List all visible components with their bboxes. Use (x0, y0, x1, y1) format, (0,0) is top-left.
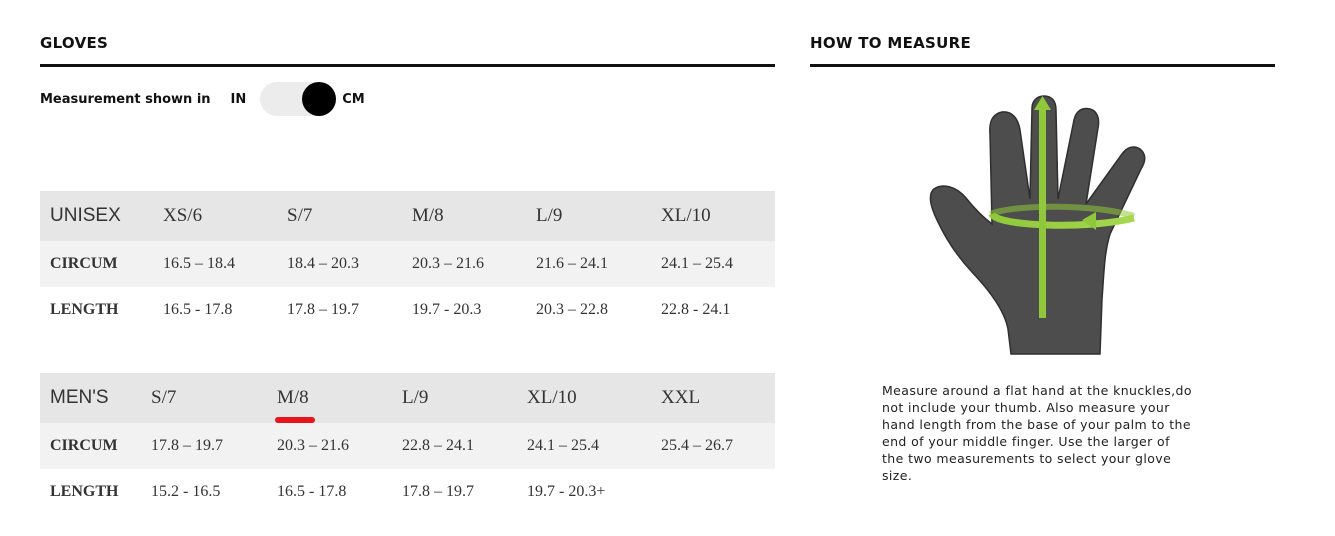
mens-header-cell: L/9 (392, 373, 517, 423)
unisex-header-cell: L/9 (526, 191, 651, 241)
highlighted-size-label: M/8 (277, 387, 309, 408)
row-label: LENGTH (40, 287, 153, 333)
table-cell: 22.8 - 24.1 (651, 287, 775, 333)
unisex-header-row (40, 191, 775, 241)
mens-length-row (40, 469, 775, 515)
table-cell: 16.5 - 17.8 (153, 287, 277, 333)
unit-toggle-switch[interactable] (260, 82, 336, 116)
how-to-measure-title: HOW TO MEASURE (810, 34, 972, 52)
highlighted-size (277, 387, 309, 409)
mens-header-cell: XL/10 (517, 373, 651, 423)
unit-option-cm[interactable]: CM (342, 91, 365, 107)
unisex-circum-row (40, 241, 775, 287)
unisex-header-cell: XS/6 (153, 191, 277, 241)
table-cell: 16.5 - 17.8 (267, 469, 392, 515)
table-cell: 20.3 – 21.6 (267, 423, 392, 469)
row-label: CIRCUM (40, 423, 141, 469)
unisex-header-cell: S/7 (277, 191, 402, 241)
table-cell: 20.3 – 22.8 (526, 287, 651, 333)
unisex-header-cell: UNISEX (40, 191, 153, 241)
toggle-knob (302, 82, 336, 116)
mens-header-cell: MEN'S (40, 373, 141, 423)
row-label: LENGTH (40, 469, 141, 515)
table-cell: 17.8 – 19.7 (392, 469, 517, 515)
unisex-header-cell: XL/10 (651, 191, 775, 241)
table-cell (651, 469, 775, 515)
how-to-measure-description: Measure around a flat hand at the knuckles,do not include your thumb. Also measure your hand length from the base of your palm to the end of your middle finger. Use the larger of the two measurements to select your glove size. (882, 383, 1192, 483)
unisex-header-cell: M/8 (402, 191, 526, 241)
mens-size-table (40, 373, 775, 515)
table-cell: 24.1 – 25.4 (517, 423, 651, 469)
unisex-length-row (40, 287, 775, 333)
table-cell: 17.8 – 19.7 (277, 287, 402, 333)
table-cell: 15.2 - 16.5 (141, 469, 267, 515)
table-cell: 17.8 – 19.7 (141, 423, 267, 469)
table-cell: 16.5 – 18.4 (153, 241, 277, 287)
mens-circum-row (40, 423, 775, 469)
table-cell: 24.1 – 25.4 (651, 241, 775, 287)
hand-measure-icon (926, 94, 1162, 360)
mens-header-cell: XXL (651, 373, 775, 423)
table-cell: 22.8 – 24.1 (392, 423, 517, 469)
unisex-size-table (40, 191, 775, 333)
unit-toggle-row (40, 82, 365, 116)
gloves-divider (40, 64, 775, 67)
mens-header-cell: S/7 (141, 373, 267, 423)
mens-header-row (40, 373, 775, 423)
table-cell: 25.4 – 26.7 (651, 423, 775, 469)
how-to-measure-divider (810, 64, 1275, 67)
table-cell: 20.3 – 21.6 (402, 241, 526, 287)
red-underline-mark (275, 417, 315, 423)
gloves-title: GLOVES (40, 34, 109, 52)
table-cell: 18.4 – 20.3 (277, 241, 402, 287)
row-label: CIRCUM (40, 241, 153, 287)
mens-header-cell-highlighted (267, 373, 392, 423)
unit-option-in[interactable]: IN (230, 91, 247, 107)
table-cell: 19.7 - 20.3+ (517, 469, 651, 515)
length-arrow (1039, 106, 1046, 318)
table-cell: 19.7 - 20.3 (402, 287, 526, 333)
unit-toggle-label: Measurement shown in (40, 91, 211, 107)
table-cell: 21.6 – 24.1 (526, 241, 651, 287)
